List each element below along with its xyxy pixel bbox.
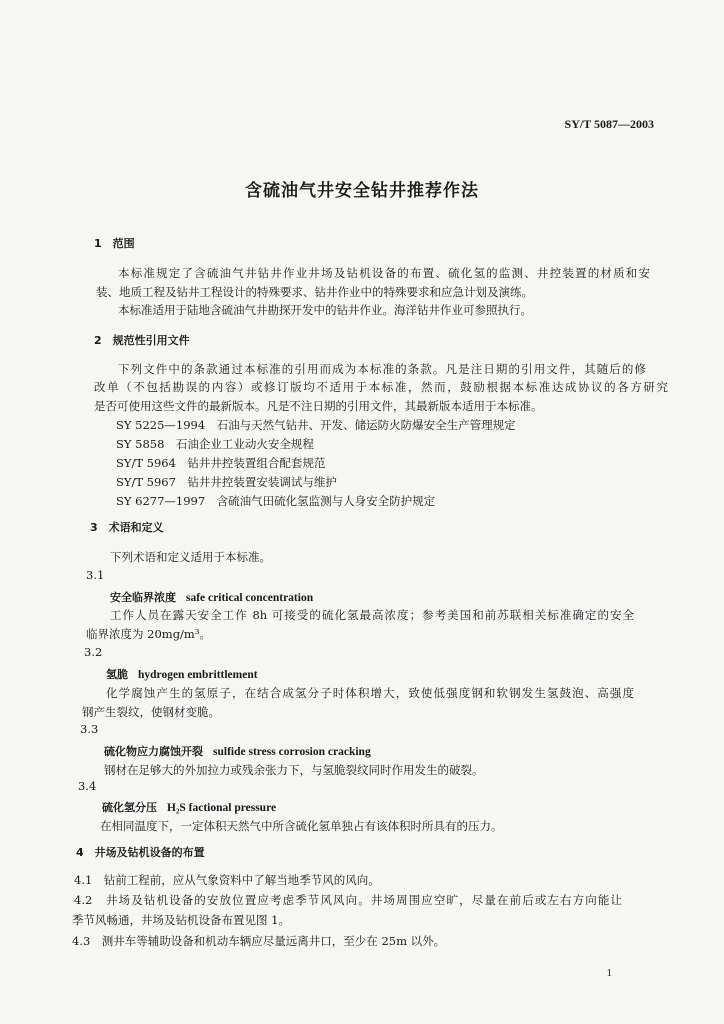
reference-item: SY 5858 石油企业工业动火安全规程 bbox=[116, 437, 314, 451]
section-3-heading: 3 术语和定义 bbox=[90, 521, 164, 534]
term-cn: 硫化物应力腐蚀开裂 bbox=[104, 745, 203, 758]
term-cn: 硫化氢分压 bbox=[102, 801, 157, 814]
term-entry bbox=[110, 590, 313, 605]
s4-item-1: 4.1 钻前工程前，应从气象资料中了解当地季节风的风向。 bbox=[74, 873, 380, 887]
term-number: 3.4 bbox=[78, 779, 97, 793]
term-definition-line-2: 钢产生裂纹，使钢材变脆。 bbox=[82, 705, 220, 719]
term-entry bbox=[102, 800, 276, 815]
term-en: sulfide stress corrosion cracking bbox=[213, 746, 371, 758]
s1-paragraph-2: 本标准适用于陆地含硫油气井勘探开发中的钻井作业。海洋钻井作业可参照执行。 bbox=[118, 303, 532, 317]
term-en: H₂S factional pressure bbox=[167, 802, 277, 814]
term-definition-line-1: 在相同温度下，一定体积天然气中所含硫化氢单独占有该体积时所具有的压力。 bbox=[100, 819, 503, 833]
document-title: 含硫油气井安全钻井推荐作法 bbox=[245, 181, 479, 201]
term-definition-line-2: 临界浓度为 20mg/m³。 bbox=[86, 627, 211, 641]
term-cn: 安全临界浓度 bbox=[110, 591, 176, 604]
s4-item-3: 4.3 测井车等辅助设备和机动车辆应尽量远离井口，至少在 25m 以外。 bbox=[72, 934, 446, 948]
s2-paragraph-line-2: 改单（不包括勘误的内容）或修订版均不适用于本标准，然而，鼓励根据本标准达成协议的各方研究 bbox=[94, 380, 668, 394]
term-number: 3.2 bbox=[84, 645, 103, 659]
page-number: 1 bbox=[606, 967, 612, 979]
standard-code: SY/T 5087—2003 bbox=[564, 117, 654, 131]
term-en: hydrogen embrittlement bbox=[138, 669, 258, 681]
s1-paragraph-1-line-2: 装、地质工程及钻井工程设计的特殊要求、钻井作业中的特殊要求和应急计划及演练。 bbox=[96, 285, 533, 299]
term-number: 3.1 bbox=[86, 568, 105, 582]
s3-intro: 下列术语和定义适用于本标准。 bbox=[110, 550, 271, 564]
reference-item: SY/T 5964 钻井井控装置组合配套规范 bbox=[116, 456, 326, 470]
section-4-heading: 4 井场及钻机设备的布置 bbox=[76, 846, 205, 859]
term-definition-line-1: 化学腐蚀产生的氢原子，在结合成氢分子时体积增大，致使低强度钢和软钢发生氢鼓泡、高强度 bbox=[106, 686, 634, 700]
term-cn: 氢脆 bbox=[106, 668, 128, 681]
section-2-heading: 2 规范性引用文件 bbox=[94, 334, 190, 347]
s2-paragraph-line-3: 是否可使用这些文件的最新版本。凡是不注日期的引用文件，其最新版本适用于本标准。 bbox=[94, 399, 543, 413]
term-entry bbox=[104, 744, 371, 759]
s4-item-2-line-2: 季节风畅通，井场及钻机设备布置见图 1。 bbox=[72, 913, 290, 927]
s1-paragraph-1-line-1: 本标准规定了含硫油气井钻井作业井场及钻机设备的布置、硫化氢的监测、井控装置的材质和安 bbox=[118, 266, 650, 280]
s4-item-2-line-1: 4.2 井场及钻机设备的安放位置应考虑季节风风向。井场周围应空旷，尽量在前后或左右方向能让 bbox=[74, 893, 622, 907]
term-en: safe critical concentration bbox=[186, 592, 314, 604]
reference-item: SY 6277—1997 含硫油气田硫化氢监测与人身安全防护规定 bbox=[116, 494, 436, 508]
reference-item: SY 5225—1994 石油与天然气钻井、开发、储运防火防爆安全生产管理规定 bbox=[116, 418, 516, 432]
term-number: 3.3 bbox=[80, 722, 99, 736]
term-definition-line-1: 钢材在足够大的外加拉力或残余张力下，与氢脆裂纹同时作用发生的破裂。 bbox=[104, 763, 484, 777]
section-1-heading: 1 范围 bbox=[94, 237, 135, 250]
term-entry bbox=[106, 667, 258, 682]
term-definition-line-1: 工作人员在露天安全工作 8h 可接受的硫化氢最高浓度；参考美国和前苏联相关标准确定的安全 bbox=[110, 608, 634, 622]
reference-item: SY/T 5967 钻井井控装置安装调试与维护 bbox=[116, 475, 337, 489]
s2-paragraph-line-1: 下列文件中的条款通过本标准的引用而成为本标准的条款。凡是注日期的引用文件，其随后的修 bbox=[118, 362, 646, 376]
